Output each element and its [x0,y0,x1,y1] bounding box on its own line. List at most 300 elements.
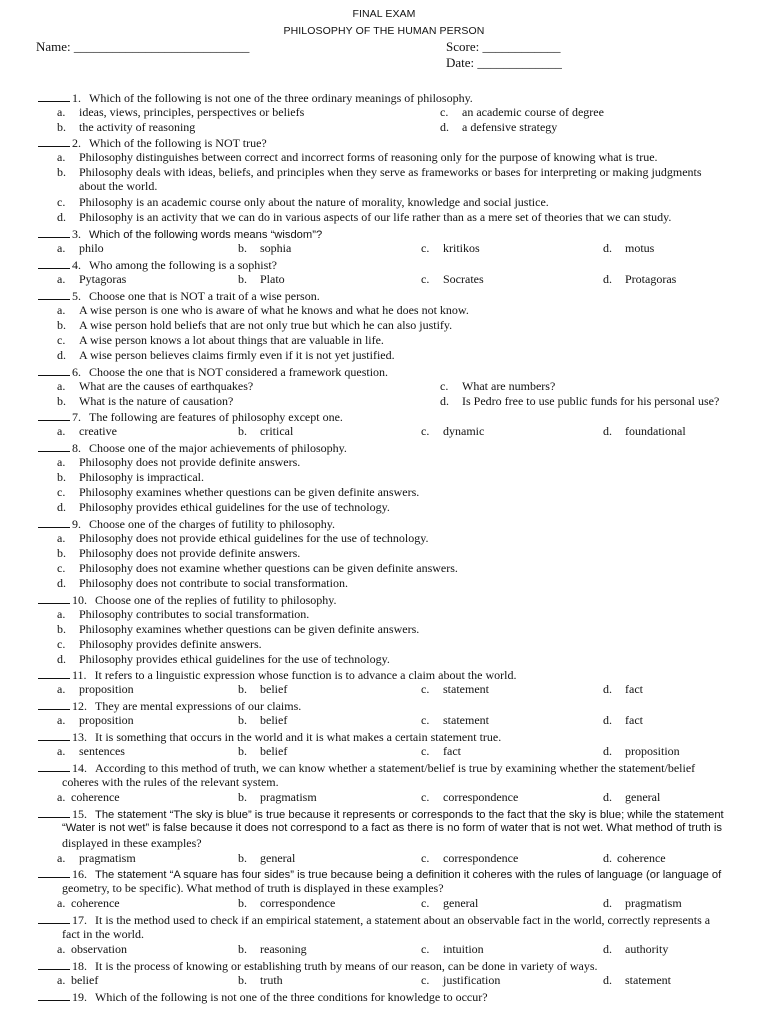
question-1 [38,90,473,105]
option-letter: b. [57,546,66,560]
option-text: Philosophy is impractical. [79,470,204,484]
option-text: authority [625,942,669,956]
option-text: general [443,896,479,910]
question-text: Which of the following is NOT true? [89,136,267,150]
option-text: a defensive strategy [462,120,558,134]
question-text: Which of the following is not one of the three ordinary meanings of philosophy. [89,91,473,105]
option-c [57,485,419,499]
option-text: fact [625,713,643,727]
option-letter: c. [57,333,66,347]
option-letter: c. [421,942,430,956]
option-text: fact [443,744,461,758]
question-number: 9. [72,517,81,531]
question-number: 14. [72,761,87,775]
question-text: It refers to a linguistic expression whose function is to advance a claim about the world. [94,668,517,682]
option-text: Philosophy does not provide definite answers. [79,455,301,469]
option-letter: c. [421,272,430,286]
question-number: 7. [72,410,81,424]
option-c [421,942,484,956]
option-d [57,500,390,514]
question-16 [38,866,721,882]
option-b [238,424,293,438]
option-b [57,394,233,408]
option-text: creative [79,424,117,438]
question-7 [38,409,343,424]
option-c [421,713,489,727]
option-b [238,973,283,987]
option-a [57,531,429,545]
option-letter: b. [57,394,66,408]
question-text: The statement “A square has four sides” is true because being a definition it coheres with the rules of language (or language of [95,869,722,881]
option-c [421,424,484,438]
question-text: The statement “The sky is blue” is true because it represents or corresponds to the fact that the sky is blue; while the statement [95,809,724,821]
option-letter: b. [238,713,247,727]
question-2 [38,135,267,150]
question-number: 15. [72,807,87,821]
option-letter: d. [57,210,66,224]
option-letter: c. [421,896,430,910]
option-text: pragmatism [625,896,682,910]
question-number: 18. [72,959,87,973]
option-text: proposition [79,682,134,696]
option-text: Philosophy does not contribute to social transformation. [79,576,348,590]
option-letter: c. [440,379,449,393]
answer-blank[interactable] [38,667,70,679]
answer-blank[interactable] [38,226,70,238]
answer-blank[interactable] [38,958,70,970]
question-19 [38,989,488,1004]
option-b [57,622,419,636]
question-number: 16. [72,867,87,881]
option-text: the activity of reasoning [79,120,196,134]
question-text: Choose one of the major achievements of philosophy. [89,441,347,455]
option-text: Philosophy is an activity that we can do in various aspects of our life rather than as a mere set of theories that we can study. [79,210,672,224]
option-d [57,348,395,362]
option-a [57,851,136,865]
option-text: general [625,790,661,804]
question-text: Choose one that is NOT a trait of a wise person. [89,289,320,303]
option-text: Philosophy deals with ideas, beliefs, and principles when they serve as frameworks or bases for interpreting or making judgments [79,165,702,179]
option-letter: b. [57,318,66,332]
option-text: general [260,851,296,865]
option-d [57,210,671,224]
option-text: critical [260,424,294,438]
option-text: Philosophy distinguishes between correct and incorrect forms of reasoning only for the purpose of knowing what is true. [79,150,658,164]
option-letter: b. [238,744,247,758]
option-text: Philosophy contributes to social transformation. [79,607,310,621]
option-d [603,424,686,438]
option-letter: d. [603,851,612,865]
answer-blank[interactable] [38,806,70,818]
answer-blank[interactable] [38,516,70,528]
question-8 [38,440,347,455]
question-12 [38,698,301,713]
option-letter: a. [57,303,66,317]
option-text: justification [443,973,501,987]
question-text: According to this method of truth, we can know whether a statement/belief is true by examining whether the statement/belief [95,761,696,775]
question-number: 2. [72,136,81,150]
question-number: 5. [72,289,81,303]
option-a [57,973,98,987]
option-text: correspondence [443,790,519,804]
question-11 [38,667,516,682]
date-field[interactable]: Date: _____________ [446,55,562,70]
answer-blank[interactable] [38,90,70,102]
option-text: A wise person believes claims firmly even if it is not yet justified. [79,348,395,362]
option-d [603,744,680,758]
option-a [57,379,253,393]
option-text: statement [625,973,671,987]
option-d [603,790,660,804]
option-letter: b. [238,424,247,438]
question-text: Which of the following words means “wisdom”? [89,229,323,241]
answer-blank[interactable] [38,729,70,741]
option-letter: c. [57,637,66,651]
option-letter: a. [57,105,66,119]
option-letter: d. [603,942,612,956]
answer-blank[interactable] [38,409,70,421]
option-text: Philosophy examines whether questions can be given definite answers. [79,485,420,499]
option-c [57,637,262,651]
option-text: What are numbers? [462,379,556,393]
question-number: 11. [72,668,87,682]
option-letter: d. [57,652,66,666]
question-text: Who among the following is a sophist? [89,258,277,272]
question-number: 19. [72,990,87,1004]
option-letter: b. [57,622,66,636]
question-15 [38,806,724,822]
question-3 [38,226,322,242]
option-letter: b. [238,272,247,286]
name-field[interactable]: Name: ___________________________ [36,39,250,54]
option-letter: d. [440,394,449,408]
option-text: A wise person knows a lot about things that are valuable in life. [79,333,384,347]
question-17 [38,912,710,927]
option-letter: b. [238,790,247,804]
option-letter: c. [421,241,430,255]
option-letter: a. [57,150,66,164]
option-letter: c. [57,195,66,209]
option-d [603,942,668,956]
option-letter: b. [238,241,247,255]
option-text: belief [260,682,288,696]
option-text: sophia [260,241,292,255]
option-a [57,241,104,255]
option-d [603,272,676,286]
option-letter: a. [57,607,66,621]
option-letter: a. [57,379,66,393]
option-d [603,896,682,910]
question-text-continued: coheres with the rules of the relevant system. [62,775,279,789]
option-text: coherence [71,790,120,804]
option-a [57,896,120,910]
option-letter: c. [57,561,66,575]
option-text: ideas, views, principles, perspectives or beliefs [79,105,305,119]
option-letter: a. [57,713,66,727]
option-letter: b. [238,682,247,696]
option-text: correspondence [260,896,336,910]
option-text: Socrates [443,272,484,286]
option-text: statement [443,713,489,727]
question-text-continued: “Water is not wet” is false because it does not correspond to a fact as there is no form of water that is not wet. What method of truth is [62,822,722,834]
option-text: A wise person hold beliefs that are not only true but which he can also justify. [79,318,453,332]
option-d [603,713,643,727]
option-text: pragmatism [79,851,136,865]
option-c [421,241,480,255]
option-letter: a. [57,455,66,469]
option-text: dynamic [443,424,485,438]
option-letter: a. [57,531,66,545]
option-text: foundational [625,424,686,438]
option-a [57,607,309,621]
option-text: Is Pedro free to use public funds for his personal use? [462,394,720,408]
question-number: 10. [72,593,87,607]
option-text: philo [79,241,104,255]
option-b [238,942,307,956]
option-d [440,120,557,134]
option-d [603,241,654,255]
option-letter: d. [603,744,612,758]
question-text: Choose one of the replies of futility to philosophy. [95,593,337,607]
option-letter: d. [603,896,612,910]
option-a [57,272,126,286]
question-number: 17. [72,913,87,927]
option-letter: d. [57,576,66,590]
option-letter: c. [421,851,430,865]
option-a [57,303,469,317]
option-letter: d. [57,348,66,362]
option-a [57,150,658,164]
option-c [421,790,518,804]
option-letter: a. [57,241,66,255]
option-text: belief [260,713,288,727]
option-a [57,682,134,696]
option-text: Pytagoras [79,272,127,286]
option-a [57,424,117,438]
exam-title: FINAL EXAM [352,8,416,20]
question-5 [38,288,320,303]
question-text: It is something that occurs in the world and it is what makes a certain statement true. [95,730,502,744]
option-text: Philosophy is an academic course only about the nature of morality, knowledge and social justice. [79,195,549,209]
option-letter: a. [57,744,66,758]
option-letter: b. [238,973,247,987]
question-text: Choose the one that is NOT considered a framework question. [89,365,389,379]
option-c [421,973,500,987]
answer-blank[interactable] [38,364,70,376]
question-text-continued: displayed in these examples? [62,836,202,850]
question-number: 8. [72,441,81,455]
option-letter: a. [57,896,66,910]
question-6 [38,364,388,379]
option-d [440,394,719,408]
answer-blank[interactable] [38,257,70,269]
option-c [57,561,458,575]
option-d [603,851,666,865]
option-text: What is the nature of causation? [79,394,234,408]
option-b [238,713,287,727]
option-c [440,105,604,119]
answer-blank[interactable] [38,592,70,604]
question-10 [38,592,337,607]
option-b [57,470,204,484]
option-text: A wise person is one who is aware of what he knows and what he does not know. [79,303,469,317]
option-letter: a. [57,272,66,286]
option-text: Philosophy provides ethical guidelines for the use of technology. [79,652,390,666]
option-text: motus [625,241,655,255]
option-letter: d. [603,713,612,727]
question-number: 4. [72,258,81,272]
option-text: an academic course of degree [462,105,604,119]
answer-blank[interactable] [38,440,70,452]
question-text: Choose one of the charges of futility to philosophy. [89,517,335,531]
answer-blank[interactable] [38,288,70,300]
option-text: What are the causes of earthquakes? [79,379,254,393]
option-letter: d. [440,120,449,134]
option-text: coherence [617,851,666,865]
option-letter: a. [57,851,66,865]
option-letter: c. [421,744,430,758]
question-number: 1. [72,91,81,105]
option-letter: d. [603,682,612,696]
option-text: Protagoras [625,272,677,286]
question-text-continued: geometry, to be specific). What method of truth is displayed in these examples? [62,881,444,895]
option-text: observation [71,942,127,956]
option-letter: c. [421,424,430,438]
option-letter: a. [57,424,66,438]
question-number: 6. [72,365,81,379]
option-text: Plato [260,272,285,286]
question-text: It is the method used to check if an empirical statement, a statement about an observable fact in the world, correctly represents a [95,913,711,927]
option-d [603,682,643,696]
exam-subtitle: PHILOSOPHY OF THE HUMAN PERSON [283,25,485,37]
option-d [57,576,348,590]
option-letter: b. [238,942,247,956]
option-b [57,120,195,134]
answer-blank[interactable] [38,989,70,1001]
answer-blank[interactable] [38,866,70,878]
question-9 [38,516,335,531]
option-letter: a. [57,942,66,956]
option-a [57,455,300,469]
question-14 [38,760,695,775]
option-text: Philosophy provides ethical guidelines for the use of technology. [79,500,390,514]
option-letter: a. [57,790,66,804]
option-a [57,942,127,956]
option-b [238,744,287,758]
option-text: Philosophy provides definite answers. [79,637,262,651]
option-c [421,682,489,696]
option-c [421,744,461,758]
option-a [57,790,120,804]
option-letter: d. [603,973,612,987]
option-letter: b. [238,896,247,910]
question-text-continued: fact in the world. [62,927,144,941]
option-letter: b. [57,120,66,134]
option-c [57,195,549,209]
option-b [238,241,291,255]
question-number: 12. [72,699,87,713]
option-letter: c. [421,973,430,987]
option-text: kritikos [443,241,480,255]
option-b [238,272,285,286]
option-letter: b. [238,851,247,865]
question-text: They are mental expressions of our claims. [95,699,302,713]
option-letter: c. [57,485,66,499]
option-letter: a. [57,973,66,987]
option-a [57,744,125,758]
question-text: Which of the following is not one of the three conditions for knowledge to occur? [95,990,488,1004]
answer-blank[interactable] [38,135,70,147]
option-text: proposition [625,744,680,758]
option-text-continued: about the world. [79,179,158,193]
option-text: fact [625,682,643,696]
option-c [421,272,484,286]
question-number: 13. [72,730,87,744]
option-letter: d. [57,500,66,514]
option-text: intuition [443,942,484,956]
option-c [421,896,478,910]
option-b [238,682,287,696]
option-c [440,379,555,393]
question-18 [38,958,598,973]
score-field[interactable]: Score: ____________ [446,39,561,54]
option-letter: b. [57,470,66,484]
option-text: statement [443,682,489,696]
option-b [57,546,300,560]
option-text: Philosophy does not provide ethical guidelines for the use of technology. [79,531,429,545]
option-letter: d. [603,272,612,286]
option-text: pragmatism [260,790,317,804]
option-letter: d. [603,790,612,804]
option-text: proposition [79,713,134,727]
answer-blank[interactable] [38,760,70,772]
option-b [57,165,702,179]
option-text: Philosophy does not provide definite answers. [79,546,301,560]
option-letter: c. [421,713,430,727]
option-b [238,790,317,804]
question-4 [38,257,277,272]
option-text: reasoning [260,942,307,956]
question-13 [38,729,501,744]
answer-blank[interactable] [38,698,70,710]
option-a [57,105,304,119]
option-text: belief [71,973,99,987]
option-text: truth [260,973,283,987]
option-letter: d. [603,424,612,438]
option-letter: a. [57,682,66,696]
option-text: coherence [71,896,120,910]
option-letter: b. [57,165,66,179]
option-letter: c. [440,105,449,119]
option-c [421,851,518,865]
option-d [57,652,390,666]
answer-blank[interactable] [38,912,70,924]
option-d [603,973,671,987]
question-number: 3. [72,227,81,241]
question-text: It is the process of knowing or establishing truth by means of our reason, can be done in variety of ways. [95,959,598,973]
option-text: Philosophy does not examine whether questions can be given definite answers. [79,561,458,575]
option-text: sentences [79,744,125,758]
option-text: correspondence [443,851,519,865]
question-text: The following are features of philosophy except one. [89,410,343,424]
option-text: Philosophy examines whether questions can be given definite answers. [79,622,420,636]
option-text: belief [260,744,288,758]
option-b [238,851,295,865]
option-c [57,333,384,347]
option-b [238,896,335,910]
option-letter: c. [421,790,430,804]
option-letter: d. [603,241,612,255]
